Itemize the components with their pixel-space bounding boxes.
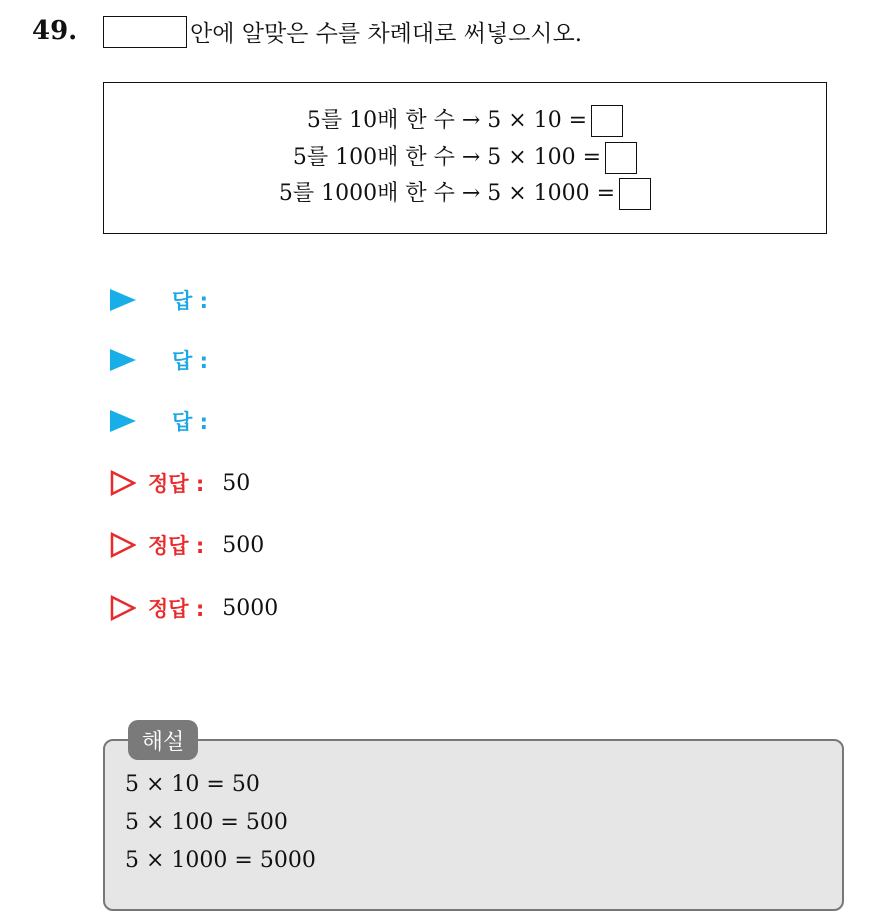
explanation-line-2: 5 × 100 = 500 [125, 810, 288, 835]
answer-row-3 [110, 403, 208, 439]
solution-row-2 [110, 527, 264, 563]
problem-line-2 [104, 142, 826, 174]
problem-line-3 [104, 178, 826, 210]
filled-triangle-icon [110, 410, 136, 432]
answer-blank-box [103, 16, 187, 48]
question-text: 안에 알맞은 수를 차례대로 써넣으시오. [190, 21, 583, 47]
solution-value: 50 [222, 470, 251, 496]
problem-line-text: 5를 1000배 한 수 → 5 × 1000 = [278, 181, 616, 206]
problem-line-1 [104, 105, 826, 137]
outline-triangle-icon [110, 595, 136, 621]
question-line [103, 15, 582, 48]
filled-triangle-icon [110, 289, 136, 311]
outline-triangle-icon [110, 470, 136, 496]
answer-label: 답 : [172, 410, 208, 434]
explanation-tag: 해설 [128, 720, 198, 760]
answer-label: 답 : [172, 289, 208, 313]
solution-value: 5000 [222, 595, 279, 621]
solution-label: 정답 : [148, 472, 205, 496]
solution-label: 정답 : [148, 534, 205, 558]
answer-row-1 [110, 282, 208, 318]
blank-square [619, 178, 651, 210]
solution-label: 정답 : [148, 597, 205, 621]
outline-triangle-icon [110, 532, 136, 558]
solution-row-3 [110, 590, 278, 626]
blank-square [591, 105, 623, 137]
problem-box [103, 82, 827, 234]
blank-square [605, 142, 637, 174]
answer-row-2 [110, 342, 208, 378]
solution-row-1 [110, 465, 250, 501]
question-number: 49. [32, 16, 78, 46]
explanation-line-1: 5 × 10 = 50 [125, 772, 260, 797]
solution-value: 500 [222, 532, 265, 558]
answer-label: 답 : [172, 349, 208, 373]
problem-line-text: 5를 10배 한 수 → 5 × 10 = [306, 108, 588, 133]
explanation-line-3: 5 × 1000 = 5000 [125, 848, 316, 873]
filled-triangle-icon [110, 349, 136, 371]
problem-line-text: 5를 100배 한 수 → 5 × 100 = [292, 145, 602, 170]
